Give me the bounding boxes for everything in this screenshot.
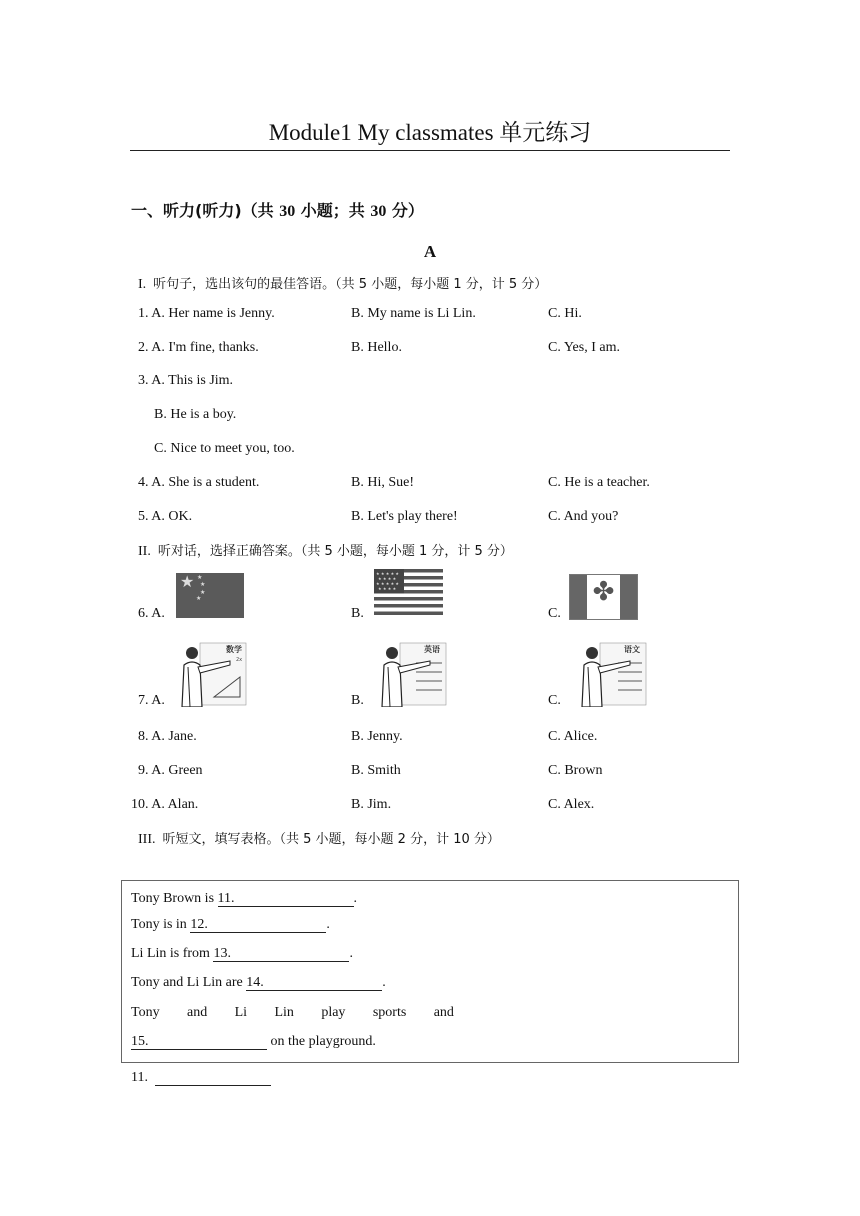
- svg-text:★ ★ ★ ★: ★ ★ ★ ★: [378, 586, 397, 591]
- q6-option-b: B.: [351, 606, 364, 621]
- q3-option-b: B. He is a boy.: [154, 407, 237, 422]
- svg-text:★ ★ ★ ★: ★ ★ ★ ★: [378, 576, 397, 581]
- q1-number-a: 1. A. Her name is Jenny.: [138, 306, 275, 321]
- q5-option-b: B. Let's play there!: [351, 509, 458, 524]
- q10-option-c: C. Alex.: [548, 797, 595, 812]
- part-a-heading: A: [423, 242, 437, 261]
- q3-option-c: C. Nice to meet you, too.: [154, 441, 295, 456]
- title-rule: [130, 150, 730, 151]
- q9-number-a: 9. A. Green: [138, 763, 203, 778]
- blank-13[interactable]: 13.: [213, 947, 349, 962]
- q2-option-c: C. Yes, I am.: [548, 340, 620, 355]
- q7-option-a: 7. A.: [138, 693, 165, 708]
- q9-option-b: B. Smith: [351, 763, 401, 778]
- table-line-12: Tony is in 12. .: [131, 917, 330, 932]
- q6-option-c: C.: [548, 606, 561, 621]
- svg-text:数学: 数学: [226, 645, 242, 654]
- q5-number-a: 5. A. OK.: [138, 509, 193, 524]
- answer-line-11: 11.: [131, 1070, 271, 1086]
- table-line-14: Tony and Li Lin are 14. .: [131, 975, 386, 990]
- q8-option-c: C. Alice.: [548, 729, 598, 744]
- q2-option-b: B. Hello.: [351, 340, 402, 355]
- svg-text:2x: 2x: [236, 657, 243, 663]
- q10-option-b: B. Jim.: [351, 797, 392, 812]
- q3-number-a: 3. A. This is Jim.: [138, 373, 234, 388]
- blank-14[interactable]: 14.: [246, 976, 382, 991]
- q1-option-b: B. My name is Li Lin.: [351, 306, 476, 321]
- q4-option-b: B. Hi, Sue!: [351, 475, 414, 490]
- svg-text:英语: 英语: [424, 645, 440, 654]
- q5-option-c: C. And you?: [548, 509, 619, 524]
- blank-15[interactable]: 15.: [131, 1035, 267, 1050]
- q4-number-a: 4. A. She is a student.: [138, 475, 260, 490]
- q1-option-c: C. Hi.: [548, 306, 582, 321]
- svg-text:★ ★ ★ ★ ★: ★ ★ ★ ★ ★: [376, 571, 400, 576]
- page-title: Module1 My classmates 单元练习: [268, 120, 592, 145]
- part2-instruction: II. 听对话，选择正确答案。（共 5 小题，每小题 1 分，计 5 分）: [138, 544, 513, 559]
- fill-in-table: [121, 880, 739, 1063]
- blank-12[interactable]: 12.: [190, 918, 326, 933]
- english-teacher-icon: [378, 641, 448, 707]
- q8-option-b: B. Jenny.: [351, 729, 403, 744]
- q2-number-a: 2. A. I'm fine, thanks.: [138, 340, 259, 355]
- q4-option-c: C. He is a teacher.: [548, 475, 650, 490]
- answer-blank-11[interactable]: [155, 1071, 271, 1086]
- section-heading: 一、听力(听力)（共 30 小题；共 30 分）: [131, 201, 424, 220]
- blank-11[interactable]: 11.: [218, 892, 354, 907]
- table-line-13: Li Lin is from 13. .: [131, 946, 353, 961]
- chinese-teacher-icon: [578, 641, 648, 707]
- table-line-15: 15. on the playground.: [131, 1034, 376, 1049]
- q7-option-b: B.: [351, 693, 364, 708]
- table-line-11: Tony Brown is 11. .: [131, 891, 358, 906]
- part3-instruction: III. 听短文，填写表格。（共 5 小题，每小题 2 分，计 10 分）: [138, 832, 500, 847]
- svg-text:★ ★ ★ ★ ★: ★ ★ ★ ★ ★: [376, 581, 400, 586]
- q7-option-c: C.: [548, 693, 561, 708]
- table-line-15-words: Tony and Li Lin play sports and: [131, 1005, 454, 1020]
- part1-instruction: I. 听句子，选出该句的最佳答语。（共 5 小题，每小题 1 分，计 5 分）: [138, 277, 548, 292]
- usa-flag-icon: [374, 569, 443, 615]
- canada-flag-icon: ✤: [569, 574, 638, 620]
- q9-option-c: C. Brown: [548, 763, 603, 778]
- q10-number-a: 10. A. Alan.: [131, 797, 199, 812]
- math-teacher-icon: [178, 641, 248, 707]
- q6-option-a: 6. A.: [138, 606, 165, 621]
- svg-text:语文: 语文: [624, 645, 640, 654]
- q8-number-a: 8. A. Jane.: [138, 729, 197, 744]
- china-flag-icon: ★ ★ ★ ★ ★: [176, 573, 244, 618]
